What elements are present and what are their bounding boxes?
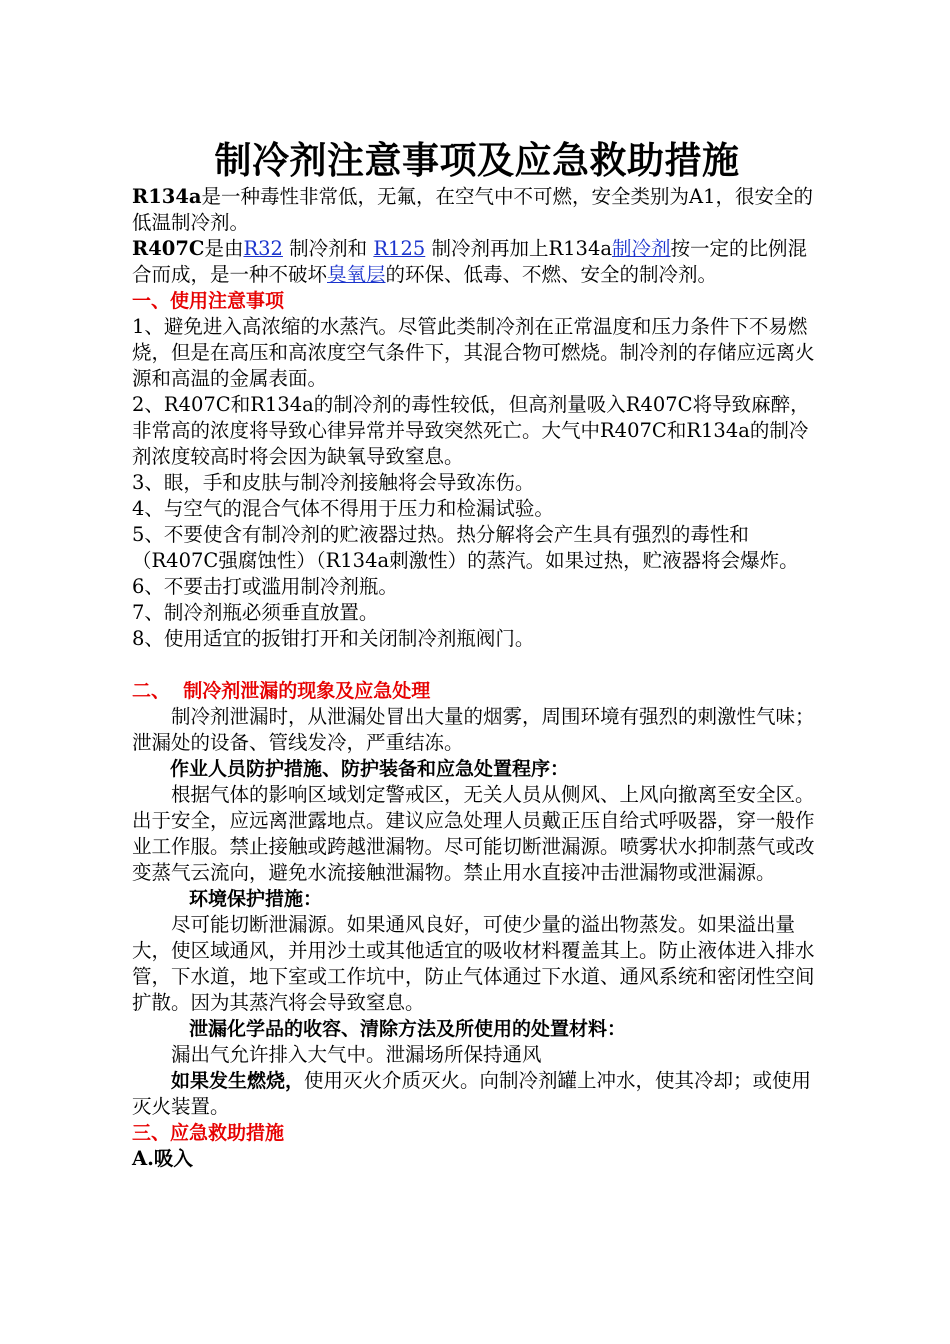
- section1-item-4: 4、与空气的混合气体不得用于压力和检漏试验。: [132, 497, 554, 520]
- document-title: 制冷剂注意事项及应急救助措施: [214, 139, 740, 182]
- r134a-name: R134a: [132, 185, 202, 208]
- r407c-text-1: 是由: [204, 237, 244, 260]
- document-page: [132, 136, 822, 1172]
- link-refrigerant[interactable]: 制冷剂: [612, 237, 671, 260]
- env-heading: 环境保护措施：: [189, 888, 323, 910]
- r407c-text-2: 制冷剂和: [282, 237, 374, 260]
- section1-item-7: 7、制冷剂瓶必须垂直放置。: [132, 601, 379, 624]
- section1-item-2: 2、R407C和R134a的制冷剂的毒性较低，但高剂量吸入R407C将导致麻醉，非常高的浓度将导致心律异常并导致突然死亡。大气中R407C和R134a的制冷剂浓度较高时将会因为缺氧导致窒息。: [132, 393, 810, 468]
- section1-item-6: 6、不要击打或滥用制冷剂瓶。: [132, 575, 398, 598]
- intro-r407c: [132, 236, 822, 288]
- intro-r134a: [132, 184, 822, 236]
- section3-heading: 三、应急救助措施: [132, 1122, 285, 1144]
- section1-heading: 一、使用注意事项: [132, 290, 285, 312]
- section3-sub-a: A.吸入: [132, 1147, 193, 1170]
- env-text: 尽可能切断泄漏源。如果通风良好，可使少量的溢出物蒸发。如果溢出量大，使区域通风，并用沙土或其他适宜的吸收材料覆盖其上。防止液体进入排水管，下水道，地下室或工作坑中，防止气体通过下水道、通风系统和密闭性空间扩散。因为其蒸汽将会导致窒息。: [132, 913, 815, 1014]
- r134a-text: 是一种毒性非常低，无氟，在空气中不可燃，安全类别为A1，很安全的低温制冷剂。: [132, 185, 814, 234]
- fire-paragraph: [132, 1068, 822, 1120]
- r407c-text-4: 按一定的比例混合而成，是一种不破坏: [132, 237, 808, 286]
- leak-phenomenon: 制冷剂泄漏时，从泄漏处冒出大量的烟雾，周围环境有强烈的刺激性气味；泄漏处的设备、管线发冷，严重结冻。: [132, 705, 815, 754]
- link-r125[interactable]: R125: [373, 237, 426, 260]
- r407c-text-5: 的环保、低毒、不燃、安全的制冷剂。: [385, 263, 718, 286]
- cleanup-heading: 泄漏化学品的收容、清除方法及所使用的处置材料：: [189, 1018, 627, 1040]
- protect-text: 根据气体的影响区域划定警戒区，无关人员从侧风、上风向撤离至安全区。出于安全，应远离泄露地点。建议应急处理人员戴正压自给式呼吸器，穿一般作业工作服。禁止接触或跨越泄漏物。尽可能切断泄漏源。喷雾状水抑制蒸气或改变蒸气云流向，避免水流接触泄漏物。禁止用水直接冲击泄漏物或泄漏源。: [132, 783, 815, 884]
- protect-heading: 作业人员防护措施、防护装备和应急处置程序：: [170, 758, 570, 780]
- blank-line: [132, 652, 822, 678]
- section1-item-1: 1、避免进入高浓缩的水蒸汽。尽管此类制冷剂在正常温度和压力条件下不易燃烧，但是在高压和高浓度空气条件下，其混合物可燃烧。制冷剂的存储应远离火源和高温的金属表面。: [132, 315, 815, 390]
- fire-text: 使用灭火介质灭火。向制冷剂罐上冲水，使其冷却；或使用灭火装置。: [132, 1069, 812, 1118]
- fire-bold: 如果发生燃烧，: [171, 1070, 305, 1092]
- section1-item-5: 5、不要使含有制冷剂的贮液器过热。热分解将会产生具有强烈的毒性和（R407C强腐蚀性）（R134a刺激性）的蒸汽。如果过热，贮液器将会爆炸。: [132, 523, 799, 572]
- section1-item-3: 3、眼，手和皮肤与制冷剂接触将会导致冻伤。: [132, 471, 535, 494]
- cleanup-text: 漏出气允许排入大气中。泄漏场所保持通风: [171, 1043, 542, 1066]
- section1-item-8: 8、使用适宜的扳钳打开和关闭制冷剂瓶阀门。: [132, 627, 535, 650]
- link-ozone-layer[interactable]: 臭氧层: [327, 263, 386, 286]
- link-r32[interactable]: R32: [243, 237, 283, 260]
- r407c-text-3: 制冷剂再加上R134a: [425, 237, 612, 260]
- section2-heading: 二、 制冷剂泄漏的现象及应急处理: [132, 680, 431, 702]
- r407c-name: R407C: [132, 237, 205, 260]
